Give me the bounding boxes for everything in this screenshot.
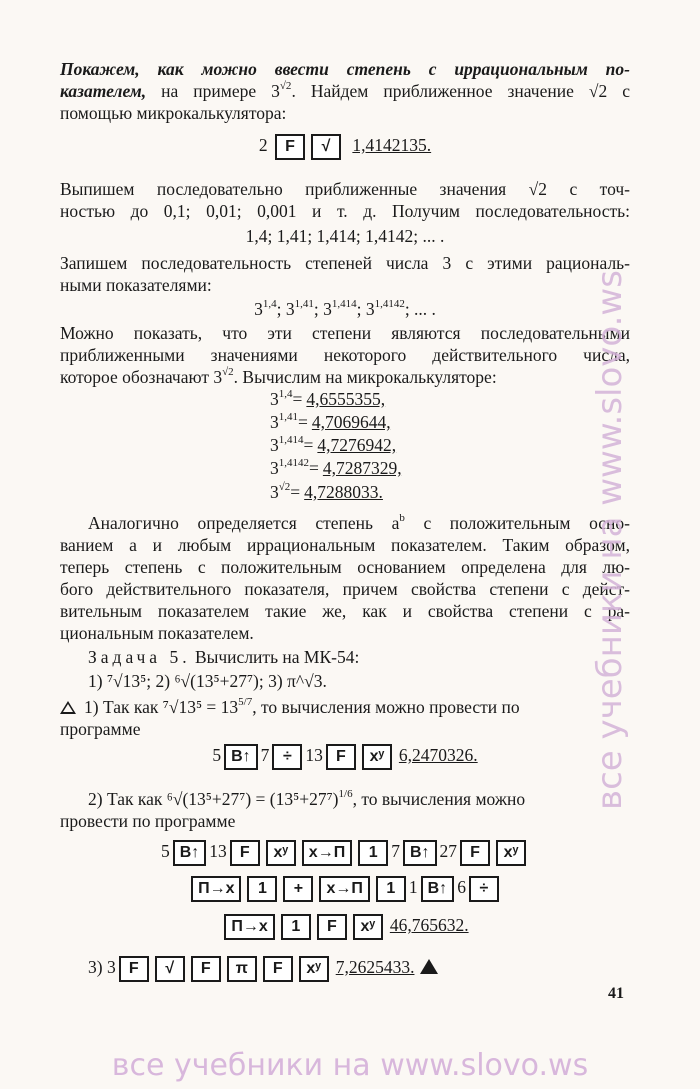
key-sqrt: √ (311, 134, 341, 160)
solution-1-line-1: 1) Так как $^7√13^5 = 13^{5/7}$, то вычисления можно провести по (60, 696, 630, 718)
watermark-side: все учебники на www.slovo.ws (590, 270, 631, 810)
program-1: 5 B↑ 7 ÷ 13 F xʸ 6,2470326. (60, 744, 630, 770)
para5-line-1: Аналогично определяется степень $a^b$ с положительным осно- (88, 512, 630, 533)
para3-line-1: Запишем последовательность степеней числа 3 с этими рациональ- (60, 253, 630, 273)
value-row: $3^{1,414}= 4,7276942$, (270, 434, 397, 455)
solution-3: 3) 3 F √ F π F xʸ 7,2625433. (88, 956, 630, 982)
value-row: $3^{1,4142}= 4,7287329$, (270, 457, 402, 478)
value-row: $3^{1,41}= 4,7069644$, (270, 411, 391, 432)
intro-line-2: казателем, на примере $3^{√2}$. Найдем приближенное значение √2 с (60, 80, 630, 101)
para5-line-2: ванием a и любым иррациональным показателем. Таким образом, (60, 535, 630, 555)
program-2-row-3: П→x 1 F xʸ 46,765632. (60, 914, 630, 940)
value-row: $3^{√2}= 4,7288033$. (270, 481, 383, 502)
para3-line-2: ными показателями: (60, 275, 212, 295)
key: B↑ (224, 744, 258, 770)
para4-line-3: которое обозначают $3^{√2}$. Вычислим на микрокалькуляторе: (60, 366, 497, 387)
intro-line-1: Покажем, как можно ввести степень с иррациональным по- (60, 59, 630, 79)
para5-line-6: циональным показателем. (60, 623, 254, 643)
triangle-outline-icon (60, 701, 76, 714)
program-2-row-1: 5 B↑ 13 F xʸ x→П 1 7 B↑ 27 F xʸ (60, 840, 630, 866)
key-f: F (275, 134, 305, 160)
intro-line-3: помощью микрокалькулятора: (60, 103, 287, 123)
task-heading: Задача 5. Вычислить на МК-54: (88, 647, 360, 667)
para2-line-1: Выпишем последовательно приближенные значения √2 с точ- (60, 179, 630, 199)
calc-sqrt2: 2 F √ 1,4142135. (60, 134, 630, 160)
key: ÷ (272, 744, 302, 770)
program-2-row-2: П→x 1 + x→П 1 1 B↑ 6 ÷ (60, 876, 630, 902)
key: F (326, 744, 356, 770)
solution-2-line-1: 2) Так как $^6√(13^5+27^7) = (13^5+27^7)^{1/6}$, то вычисления можно (88, 788, 526, 809)
value-row: $3^{1,4}= 4,6555355$, (270, 388, 386, 409)
watermark-bottom: все учебники на www.slovo.ws (111, 1048, 589, 1083)
power-sequence: 3$^{1,4}$; 3$^{1,41}$; 3$^{1,414}$; $3^{1,4142}$; ... . (254, 298, 436, 319)
page-number: 41 (608, 985, 624, 1002)
key: xʸ (362, 744, 392, 770)
triangle-filled-icon (420, 959, 438, 974)
task-items: 1) ⁷√13⁵; 2) ⁶√(13⁵+27⁷); 3) π^√3. (88, 671, 327, 691)
result: 1,4142135. (352, 135, 432, 156)
solution-2-line-2: провести по программе (60, 811, 236, 831)
sequence: 1,4; 1,41; 1,414; 1,4142; ... . (245, 226, 445, 246)
para5-line-3: теперь степень с положительным основанием определена для лю- (60, 557, 630, 577)
solution-1-line-2: программе (60, 719, 141, 739)
para4-line-1: Можно показать, что эти степени являются последовательными (60, 323, 630, 343)
para5-line-5: вительным показателем такие же, как и свойства степени с ра- (60, 601, 630, 621)
para2-line-2: ностью до 0,1; 0,01; 0,001 и т. д. Получим последовательность: (60, 201, 630, 221)
para4-line-2: приближенными значениями некоторого действительного числа, (60, 345, 630, 365)
para5-line-4: бого действительного показателя, причем свойства степени с дейст- (60, 579, 630, 599)
